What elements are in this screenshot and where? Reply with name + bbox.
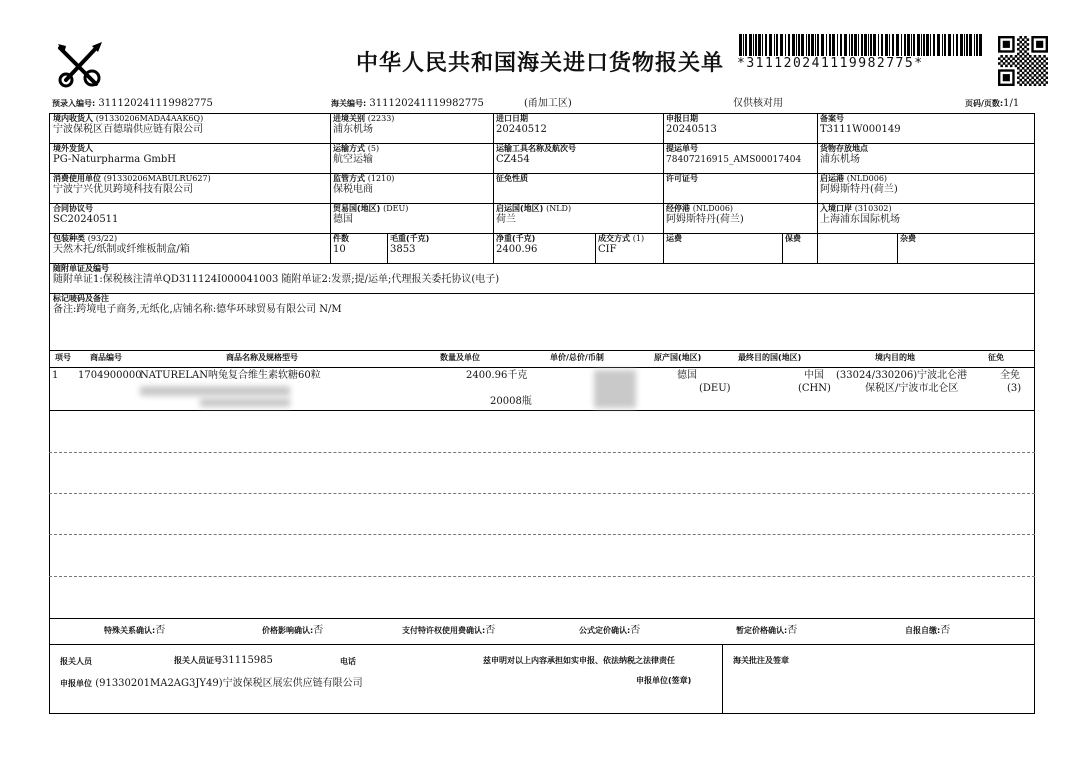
goods-col-no: 项号 — [55, 353, 71, 362]
declaring-unit: 申报单位 (91330201MA2AG3JY49)宁波保税区展宏供应链有限公司 — [60, 678, 363, 689]
transport-mode-cell: 运输方式 (5) 航空运输 — [333, 144, 491, 166]
entry-customs-cell: 进境关别 (2233) 浦东机场 — [333, 114, 491, 136]
declare-date-cell: 申报日期 20240513 — [666, 114, 816, 136]
pre-entry-no: 311120241119982775 — [98, 98, 213, 109]
barcode-text: *311120241119982775* — [737, 56, 924, 71]
overseas-shipper-cell: 境外发货人 PG-Naturpharma GmbH — [53, 144, 328, 166]
marks-remarks-value: 备注:跨境电子商务,无纸化,店铺名称:德华环球贸易有限公司 N/M — [53, 304, 342, 315]
transit-port-cell: 经停港 (NLD006) 阿姆斯特丹(荷兰) — [666, 204, 816, 226]
qr-code-icon — [998, 36, 1048, 86]
goods-col-domestic: 境内目的地 — [875, 353, 915, 362]
domestic-consignee-label: 境内收货人 — [53, 114, 93, 123]
transport-mode-value: 航空运输 — [333, 154, 373, 165]
storage-location-value: 浦东机场 — [820, 154, 860, 165]
marks-remarks-cell: 标记唛码及备注 备注:跨境电子商务,无纸化,店铺名称:德华环球贸易有限公司 N/M — [53, 294, 1031, 316]
pieces-cell: 件数 10 — [333, 234, 385, 256]
import-date-cell: 进口日期 20240512 — [496, 114, 661, 136]
package-type-cell: 包装种类 (93/22) 天然木托/纸制或纤维板制盒/箱 — [53, 234, 328, 256]
entry-customs-value: 浦东机场 — [333, 124, 373, 135]
entry-port-value: 上海浦东国际机场 — [820, 214, 900, 225]
vessel-cell: 运输工具名称及航次号 CZ454 — [496, 144, 661, 166]
goods-item-qty2: 20008瓶 — [490, 396, 532, 407]
liability-statement: 兹申明对以上内容承担如实申报、依法纳税之法律责任 — [483, 656, 675, 665]
attached-docs-value: 随附单证1:保税核注清单QD311124I000041003 随附单证2:发票;提/运单;代理报关委托协议(电子) — [53, 274, 500, 285]
pieces-value: 10 — [333, 244, 346, 255]
goods-item-dest-code: (CHN) — [798, 383, 831, 394]
customs-no-label: 海关编号: — [331, 99, 367, 108]
price-impact-confirm: 价格影响确认:否 — [262, 625, 324, 636]
goods-item-qty1: 2400.96千克 — [466, 370, 528, 381]
formula-price-confirm: 公式定价确认:否 — [579, 625, 641, 636]
goods-col-code: 商品编号 — [90, 353, 122, 362]
goods-col-dest: 最终目的国(地区) — [738, 353, 802, 362]
customs-emblem-icon — [52, 38, 108, 92]
declarer-cert: 报关人员证号31115985 — [174, 655, 273, 666]
goods-item-name: NATURELAN呐兔复合维生素软糖60粒 — [140, 370, 321, 381]
redacted-spec — [200, 398, 290, 407]
special-relation-confirm: 特殊关系确认:否 — [104, 625, 166, 636]
exemption-nature-cell: 征免性质 — [496, 174, 528, 183]
net-weight-cell: 净重(千克) 2400.96 — [496, 234, 593, 256]
record-no-cell: 备案号 T3111W000149 — [820, 114, 1032, 136]
vessel-value: CZ454 — [496, 154, 530, 165]
customs-note-label: 海关批注及签章 — [733, 656, 789, 665]
self-declare-confirm: 自报自缴:否 — [905, 625, 951, 636]
attached-docs-cell: 随附单证及编号 随附单证1:保税核注清单QD311124I000041003 随附单证2:发票;提/运单;代理报关委托协议(电子) — [53, 264, 1031, 286]
goods-item-duty: 全免 — [1000, 370, 1020, 381]
unit-seal-label: 申报单位(签章) — [636, 676, 692, 685]
goods-col-qty: 数量及单位 — [440, 353, 480, 362]
goods-item-origin: 德国 — [677, 370, 697, 381]
page-label: 页码/页数: — [965, 99, 1004, 108]
goods-item-origin-code: (DEU) — [699, 383, 731, 394]
supervision-mode-cell: 监管方式 (1210) 保税电商 — [333, 174, 491, 196]
overseas-shipper-value: PG-Naturpharma GmbH — [53, 154, 177, 165]
goods-col-name: 商品名称及规格型号 — [226, 353, 298, 362]
goods-item-domestic2: 保税区/宁波市北仑区 — [865, 383, 959, 394]
deal-mode-value: CIF — [598, 244, 617, 255]
import-date-value: 20240512 — [496, 124, 547, 135]
declare-date-value: 20240513 — [666, 124, 717, 135]
gross-weight-cell: 毛重(千克) 3853 — [390, 234, 491, 256]
redacted-spec — [140, 386, 290, 396]
domestic-consignee-cell: 境内收货人 (91330206MADA4AAK6Q) 宁波保税区百德瑞供应链有限公司 — [53, 114, 328, 136]
misc-fee-cell: 杂费 — [900, 234, 916, 243]
trade-country-value: 德国 — [333, 214, 353, 225]
supervision-mode-value: 保税电商 — [333, 184, 373, 195]
goods-item-dest: 中国 — [804, 370, 824, 381]
contract-no-value: SC20240511 — [53, 214, 119, 225]
goods-col-duty: 征免 — [988, 353, 1004, 362]
pre-entry-label: 预录入编号: — [52, 99, 96, 108]
provisional-price-confirm: 暂定价格确认:否 — [736, 625, 798, 636]
customs-zone: (甬加工区) — [524, 98, 572, 109]
transit-port-value: 阿姆斯特丹(荷兰) — [666, 214, 744, 225]
trade-country-cell: 贸易国(地区) (DEU) 德国 — [333, 204, 491, 226]
contract-no-cell: 合同协议号 SC20240511 — [53, 204, 328, 226]
page-value: 1/1 — [1003, 98, 1020, 109]
bill-of-lading-cell: 提运单号 78407216915_AMS00017404 — [666, 144, 816, 166]
record-no-value: T3111W000149 — [820, 124, 901, 135]
goods-col-price: 单价/总价/币制 — [550, 353, 604, 362]
net-weight-value: 2400.96 — [496, 244, 538, 255]
royalty-confirm: 支付特许权使用费确认:否 — [402, 625, 496, 636]
departure-country-value: 荷兰 — [496, 214, 516, 225]
goods-item-domestic1: (33024/330206)宁波北仑港 — [836, 370, 968, 381]
goods-item-no: 1 — [52, 370, 59, 381]
insurance-cell: 保费 — [785, 234, 801, 243]
customs-no: 311120241119982775 — [369, 98, 484, 109]
declarer-label: 报关人员 — [60, 657, 92, 666]
barcode-icon — [737, 34, 985, 56]
departure-port-value: 阿姆斯特丹(荷兰) — [820, 184, 898, 195]
entry-port-cell: 入境口岸 (310302) 上海浦东国际机场 — [820, 204, 1032, 226]
goods-col-origin: 原产国(地区) — [654, 353, 702, 362]
departure-country-cell: 启运国(地区) (NLD) 荷兰 — [496, 204, 661, 226]
departure-port-cell: 启运港 (NLD006) 阿姆斯特丹(荷兰) — [820, 174, 1032, 196]
document-title: 中华人民共和国海关进口货物报关单 — [356, 51, 725, 76]
deal-mode-cell: 成交方式 (1) CIF — [598, 234, 661, 256]
freight-cell: 运费 — [666, 234, 682, 243]
consumer-unit-value: 宁波宁兴优贝跨境科技有限公司 — [53, 184, 193, 195]
for-check-note: 仅供核对用 — [733, 98, 783, 109]
storage-location-cell: 货物存放地点 浦东机场 — [820, 144, 1032, 166]
goods-item-duty-code: (3) — [1007, 383, 1022, 394]
phone-label: 电话 — [340, 657, 356, 666]
package-type-value: 天然木托/纸制或纤维板制盒/箱 — [53, 244, 190, 255]
license-no-cell: 许可证号 — [666, 174, 698, 183]
gross-weight-value: 3853 — [390, 244, 416, 255]
domestic-consignee-value: 宁波保税区百德瑞供应链有限公司 — [53, 124, 203, 135]
redacted-price — [594, 370, 636, 408]
consumer-unit-cell: 消费使用单位 (91330206MABULRU627) 宁波宁兴优贝跨境科技有限公司 — [53, 174, 328, 196]
goods-item-code: 1704900000 — [78, 370, 142, 381]
bill-of-lading-value: 78407216915_AMS00017404 — [666, 155, 802, 165]
